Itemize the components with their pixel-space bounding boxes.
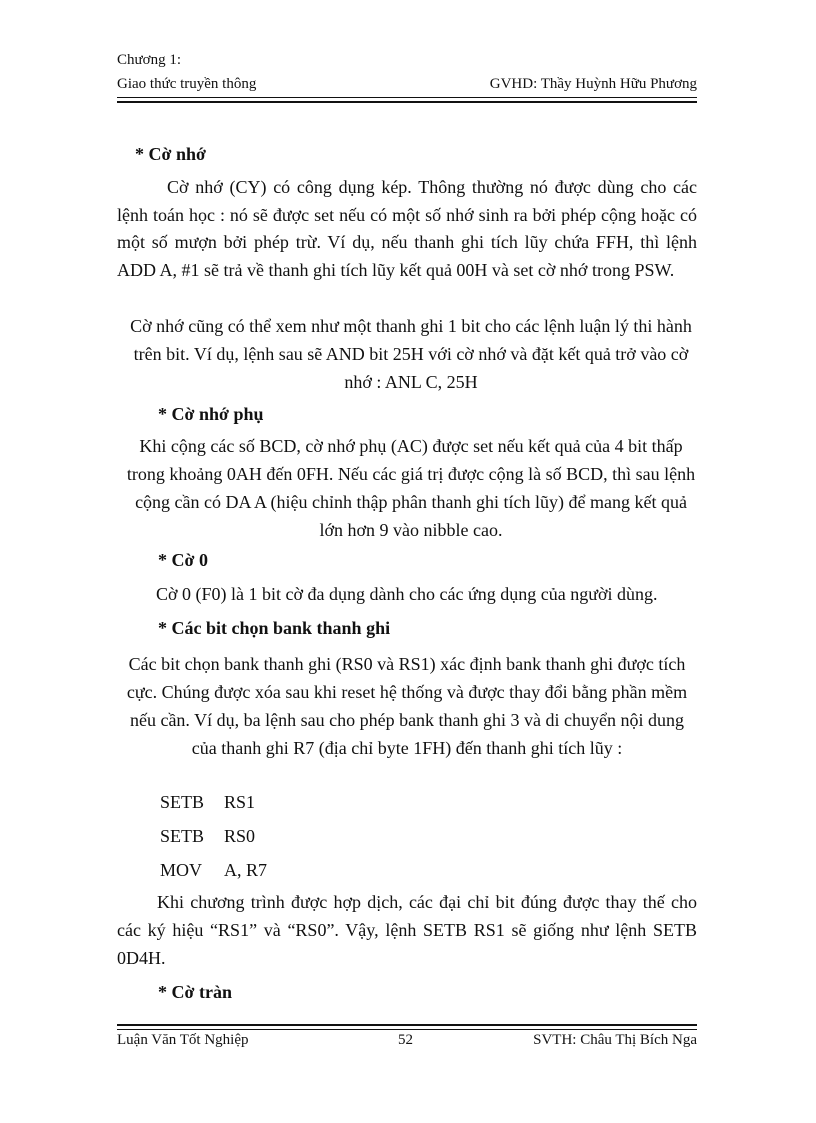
paragraph-carry-2: Cờ nhớ cũng có thể xem như một thanh ghi 1 bit cho các lệnh luận lý thi hành trên bit. Ví dụ, lệnh sau sẽ AND bit 25H với cờ nhớ và đặt kết quả trở vào cờ nhớ : ANL C, 25H [130,316,692,392]
code-op: SETB [160,826,205,846]
heading-flag0: * Cờ 0 [158,550,208,570]
heading-overflow: * Cờ tràn [158,982,232,1002]
code-line-2 [160,822,255,850]
paragraph-carry-1: Cờ nhớ (CY) có công dụng kép. Thông thường nó được dùng cho các lệnh toán học : nó sẽ được set nếu có một số nhớ sinh ra bởi phép cộng hoặc có một số mượn bởi phép trừ. Ví dụ, nếu thanh ghi tích lũy chứa FFH, thì lệnh ADD A, #1 sẽ trả về thanh ghi tích lũy kết quả 00H và set cờ nhớ trong PSW. [117,177,697,280]
code-op: SETB [160,792,205,812]
code-arg: RS0 [224,826,256,846]
code-line-1 [160,788,255,816]
code-op: MOV [160,860,203,880]
header-rule-thick [117,101,697,103]
footer-page-number: 52 [398,1032,413,1048]
heading-bank-select: * Các bit chọn bank thanh ghi [158,618,391,638]
code-arg: RS1 [224,792,256,812]
header-chapter: Chương 1: [117,52,181,68]
header-rule-thin [117,97,697,98]
heading-aux-carry: * Cờ nhớ phụ [158,404,264,424]
paragraph-bank-select: Các bit chọn bank thanh ghi (RS0 và RS1) xác định bank thanh ghi được tích cực. Chúng được xóa sau khi reset hệ thống và được thay đổi bằng phần mềm nếu cần. Ví dụ, ba lệnh sau cho phép bank thanh ghi 3 và di chuyển nội dung của thanh ghi R7 (địa chỉ byte 1FH) đến thanh ghi tích lũy : [126,654,688,758]
header-subject: Giao thức truyền thông [117,76,257,92]
header-line [117,76,697,93]
paragraph-flag0: Cờ 0 (F0) là 1 bit cờ đa dụng dành cho các ứng dụng của người dùng. [156,584,658,604]
footer-rule-thin [117,1029,697,1030]
footer-rule-thick [117,1024,697,1026]
paragraph-bank-select-2: Khi chương trình được hợp dịch, các đại chỉ bit đúng được thay thế cho các ký hiệu “RS1” và “RS0”. Vậy, lệnh SETB RS1 sẽ giống như lệnh SETB 0D4H. [117,892,697,968]
footer-thesis: Luận Văn Tốt Nghiệp [117,1032,249,1048]
header-advisor: GVHD: Thầy Huỳnh Hữu Phương [489,76,697,92]
footer-student: SVTH: Châu Thị Bích Nga [533,1032,697,1048]
code-line-3 [160,856,267,884]
paragraph-aux-carry: Khi cộng các số BCD, cờ nhớ phụ (AC) được set nếu kết quả của 4 bit thấp trong khoảng 0AH đến 0FH. Nếu các giá trị được cộng là số BCD, thì sau lệnh cộng cần có DA A (hiệu chỉnh thập phân thanh ghi tích lũy) để mang kết quả lớn hơn 9 vào nibble cao. [126,436,696,540]
heading-carry: * Cờ nhớ [135,144,206,164]
code-arg: A, R7 [224,860,268,880]
